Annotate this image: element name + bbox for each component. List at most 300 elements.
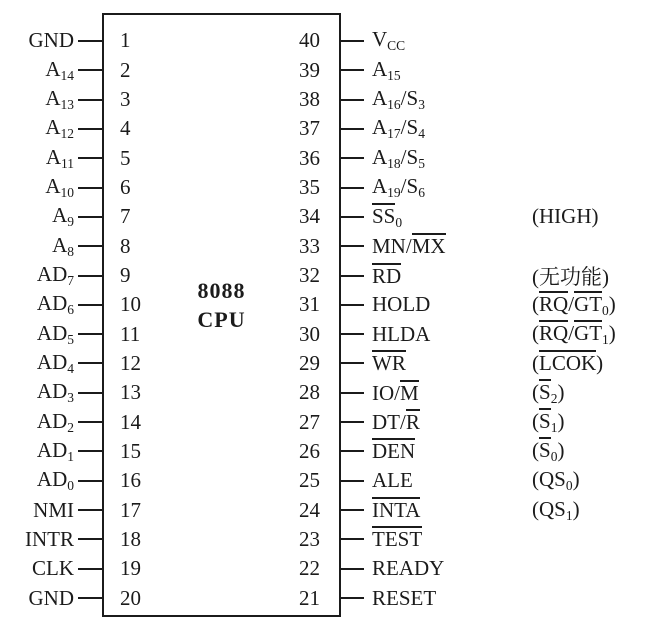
text: HOLD <box>372 292 431 317</box>
pin-left-number <box>102 556 175 581</box>
pin-right-number <box>245 351 320 376</box>
pin-lead-line <box>78 40 102 42</box>
text: GND <box>28 28 74 53</box>
pin-right-label <box>372 203 532 231</box>
pin-left-label <box>0 379 74 406</box>
text: /S <box>400 115 419 140</box>
text: 29 <box>299 350 320 375</box>
pin-left-label <box>0 586 74 611</box>
text: 36 <box>299 145 320 170</box>
pin-lead-line <box>78 597 102 599</box>
pin-right-number <box>245 87 320 112</box>
pin-stub-left <box>74 245 102 247</box>
pin-stub-left <box>74 157 102 159</box>
pin-right-label <box>372 468 532 493</box>
pin-annotation <box>532 350 672 376</box>
pin-right-label <box>372 556 532 581</box>
pin-lead-line <box>341 304 364 306</box>
pin-right-number <box>245 468 320 493</box>
text: 9 <box>120 263 131 288</box>
overlined-text: GT <box>574 291 603 316</box>
pin-stub-right <box>341 128 364 130</box>
pin-left-number <box>102 87 175 112</box>
text: 5 <box>120 145 131 170</box>
pin-left-number <box>102 498 175 523</box>
pin-row <box>0 407 672 436</box>
pin-stub-right <box>341 362 364 364</box>
pin-lead-line <box>341 568 364 570</box>
pin-right-label <box>372 322 532 347</box>
text: (QS <box>532 496 566 521</box>
pin-left-number <box>102 351 175 376</box>
pin-left-number <box>102 28 175 53</box>
text: ( <box>532 409 539 434</box>
pin-stub-left <box>74 99 102 101</box>
pin-lead-line <box>341 69 364 71</box>
text: 12 <box>120 350 141 375</box>
pin-left-label <box>0 350 74 377</box>
pin-stub-left <box>74 69 102 71</box>
pin-left-number <box>102 468 175 493</box>
pin-stub-left <box>74 392 102 394</box>
pin-lead-line <box>341 187 364 189</box>
text: 11 <box>120 321 141 346</box>
overlined-text: LCOK <box>539 351 597 376</box>
pin-row <box>0 495 672 524</box>
text: 18 <box>120 526 141 551</box>
pin-left-number <box>102 527 175 552</box>
subscript-text: 17 <box>387 126 401 142</box>
pin-right-label <box>372 497 532 523</box>
pin-lead-line <box>341 245 364 247</box>
pin-lead-line <box>341 216 364 218</box>
text: ( <box>532 321 539 346</box>
subscript-text: 18 <box>387 155 401 171</box>
pin-stub-right <box>341 275 364 277</box>
text: HLDA <box>372 321 431 346</box>
text: AD <box>36 379 68 404</box>
overlined-text: S <box>539 379 551 404</box>
subscript-text: 14 <box>60 67 74 83</box>
pin-stub-right <box>341 421 364 423</box>
text: ( <box>532 438 539 463</box>
overlined-text: M <box>400 380 419 405</box>
pin-stub-right <box>341 480 364 482</box>
text: ) <box>596 351 604 376</box>
pin-right-label <box>372 526 532 552</box>
text: 34 <box>299 204 320 229</box>
pin-left-label <box>0 86 74 113</box>
text: 30 <box>299 321 320 346</box>
pin-lead-line <box>78 333 102 335</box>
pin-left-label <box>0 556 74 581</box>
text: READY <box>372 556 445 581</box>
text: CLK <box>32 556 74 581</box>
pin-left-label <box>0 291 74 318</box>
text: A <box>45 174 61 199</box>
pin-lead-line <box>78 157 102 159</box>
overlined-text: TEST <box>372 527 423 552</box>
pin-right-number <box>245 527 320 552</box>
pin-stub-left <box>74 187 102 189</box>
text: 39 <box>299 57 320 82</box>
text: 14 <box>120 409 141 434</box>
pin-left-label <box>0 498 74 523</box>
pin-lead-line <box>78 421 102 423</box>
pin-left-number <box>102 439 175 464</box>
pin-row <box>0 554 672 583</box>
text: 3 <box>120 87 131 112</box>
pin-right-label <box>372 409 532 435</box>
chip-model: 8088 <box>197 278 246 303</box>
pin-annotation <box>532 467 672 494</box>
text: GND <box>28 585 74 610</box>
text: /S <box>400 174 419 199</box>
text: A <box>372 144 388 169</box>
pin-left-label <box>0 145 74 172</box>
pin-stub-right <box>341 216 364 218</box>
overlined-text: INTA <box>372 498 421 523</box>
overlined-text: RQ <box>539 291 569 316</box>
pin-right-number <box>245 175 320 200</box>
pin-stub-left <box>74 40 102 42</box>
text: (QS <box>532 467 566 492</box>
subscript-text: 10 <box>60 185 74 201</box>
pin-lead-line <box>341 392 364 394</box>
text: AD <box>36 262 68 287</box>
text: ) <box>557 409 565 434</box>
text: 27 <box>299 409 320 434</box>
subscript-text: 1 <box>602 332 609 348</box>
pin-left-label <box>0 262 74 289</box>
pin-left-number <box>102 322 175 347</box>
pin-lead-line <box>341 275 364 277</box>
overlined-text: SS <box>372 203 396 228</box>
pin-lead-line <box>78 187 102 189</box>
text: IO/ <box>372 380 400 405</box>
subscript-text: 11 <box>61 155 74 171</box>
pin-right-label <box>372 380 532 406</box>
subscript-text: 0 <box>550 449 558 465</box>
pin-left-label <box>0 174 74 201</box>
text: AD <box>36 349 68 374</box>
text: A <box>52 232 68 257</box>
overlined-text: GT <box>574 321 603 346</box>
text: 25 <box>299 468 320 493</box>
text: 4 <box>120 116 131 141</box>
pin-stub-right <box>341 568 364 570</box>
pin-stub-right <box>341 538 364 540</box>
pin-right-number <box>245 146 320 171</box>
pin-lead-line <box>78 128 102 130</box>
pin-lead-line <box>341 509 364 511</box>
text: (无功能) <box>532 264 609 289</box>
pin-annotation <box>532 437 672 465</box>
pin-row <box>0 114 672 143</box>
text: AD <box>36 437 68 462</box>
pin-lead-line <box>341 450 364 452</box>
text: AD <box>36 467 68 492</box>
overlined-text: RQ <box>539 321 569 346</box>
pin-row <box>0 232 672 261</box>
pin-stub-right <box>341 304 364 306</box>
pin-right-number <box>245 58 320 83</box>
subscript-text: 6 <box>418 185 425 201</box>
overlined-text: S <box>539 438 551 463</box>
pin-stub-left <box>74 450 102 452</box>
text: 26 <box>299 438 320 463</box>
subscript-text: 8 <box>67 243 74 259</box>
pin-lead-line <box>341 538 364 540</box>
pin-right-number <box>245 292 320 317</box>
subscript-text: 0 <box>67 478 74 494</box>
text: A <box>372 86 388 111</box>
pin-left-number <box>102 410 175 435</box>
pin-stub-left <box>74 568 102 570</box>
pin-row <box>0 261 672 290</box>
pin-lead-line <box>341 362 364 364</box>
pin-right-label <box>372 27 532 54</box>
pin-right-label <box>372 292 532 317</box>
pin-lead-line <box>341 99 364 101</box>
text: / <box>568 321 575 346</box>
pin-left-label <box>0 438 74 465</box>
text: ) <box>557 438 565 463</box>
pin-right-number <box>245 586 320 611</box>
text: 38 <box>299 87 320 112</box>
text: 19 <box>120 556 141 581</box>
pin-right-number <box>245 322 320 347</box>
text: 23 <box>299 526 320 551</box>
text: A <box>372 115 388 140</box>
pin-right-label <box>372 586 532 611</box>
subscript-text: 4 <box>418 126 425 142</box>
subscript-text: 5 <box>67 331 74 347</box>
pin-right-label <box>372 350 532 376</box>
pin-left-label <box>0 409 74 436</box>
text: 2 <box>120 57 131 82</box>
pin-right-number <box>245 116 320 141</box>
pin-stub-right <box>341 509 364 511</box>
text: A <box>45 144 61 169</box>
pin-right-label <box>372 57 532 84</box>
pin-right-number <box>245 28 320 53</box>
text: 6 <box>120 175 131 200</box>
pin-row <box>0 144 672 173</box>
subscript-text: 0 <box>395 214 403 230</box>
pin-right-number <box>245 410 320 435</box>
pin-left-label <box>0 203 74 230</box>
text: 17 <box>120 497 141 522</box>
pin-lead-line <box>78 509 102 511</box>
text: AD <box>36 408 68 433</box>
pin-row <box>0 583 672 612</box>
pin-stub-right <box>341 99 364 101</box>
pin-left-label <box>0 467 74 494</box>
text: ) <box>608 291 616 316</box>
subscript-text: 2 <box>67 419 74 435</box>
pin-right-label <box>372 233 532 259</box>
pin-left-label <box>0 527 74 552</box>
subscript-text: 6 <box>67 302 74 318</box>
text: V <box>372 27 388 52</box>
pin-stub-left <box>74 509 102 511</box>
text: A <box>45 115 61 140</box>
pin-lead-line <box>78 69 102 71</box>
pin-stub-right <box>341 392 364 394</box>
pin-right-label <box>372 115 532 142</box>
pin-stub-left <box>74 304 102 306</box>
pin-lead-line <box>341 333 364 335</box>
subscript-text: CC <box>387 38 406 54</box>
pin-left-label <box>0 57 74 84</box>
pin-stub-right <box>341 597 364 599</box>
subscript-text: 7 <box>67 273 74 289</box>
overlined-text: DEN <box>372 439 416 464</box>
subscript-text: 12 <box>60 126 74 142</box>
pin-lead-line <box>78 362 102 364</box>
subscript-text: 0 <box>602 302 609 318</box>
text: / <box>568 291 575 316</box>
text: ALE <box>372 468 413 493</box>
subscript-text: 15 <box>387 67 401 83</box>
pin-left-number <box>102 175 175 200</box>
pin-stub-left <box>74 480 102 482</box>
subscript-text: 4 <box>67 360 74 376</box>
text: /S <box>400 144 419 169</box>
pin-left-number <box>102 146 175 171</box>
pin-left-number <box>102 586 175 611</box>
subscript-text: 1 <box>550 420 558 436</box>
pin-left-number <box>102 380 175 405</box>
subscript-text: 2 <box>550 390 558 406</box>
text: 37 <box>299 116 320 141</box>
text: AD <box>36 320 68 345</box>
pin-stub-right <box>341 40 364 42</box>
subscript-text: 3 <box>418 97 425 113</box>
text: 15 <box>120 438 141 463</box>
pin-lead-line <box>78 568 102 570</box>
pin-row <box>0 56 672 85</box>
pin-row <box>0 437 672 466</box>
pin-lead-line <box>78 304 102 306</box>
pin-right-number <box>245 498 320 523</box>
pin-right-number <box>245 556 320 581</box>
pin-stub-left <box>74 275 102 277</box>
subscript-text: 3 <box>67 390 74 406</box>
subscript-text: 1 <box>67 448 74 464</box>
pin-right-number <box>245 263 320 288</box>
pin-stub-right <box>341 69 364 71</box>
text: ) <box>608 321 616 346</box>
pin-annotation <box>532 408 672 436</box>
text: INTR <box>25 526 74 551</box>
text: RESET <box>372 585 437 610</box>
text: 28 <box>299 380 320 405</box>
pin-left-label <box>0 233 74 260</box>
pin-right-number <box>245 234 320 259</box>
pin-lead-line <box>78 450 102 452</box>
text: 8 <box>120 233 131 258</box>
text: 40 <box>299 28 320 53</box>
text: 22 <box>299 556 320 581</box>
subscript-text: 1 <box>565 507 573 523</box>
pin-left-number <box>102 58 175 83</box>
text: 33 <box>299 233 320 258</box>
text: 20 <box>120 585 141 610</box>
text: ( <box>532 291 539 316</box>
pin-right-label <box>372 263 532 289</box>
text: ( <box>532 351 539 376</box>
pin-stub-right <box>341 157 364 159</box>
overlined-text: MX <box>411 234 446 259</box>
pin-annotation <box>532 497 672 524</box>
text: ) <box>572 496 580 521</box>
pin-left-number <box>102 204 175 229</box>
pin-lead-line <box>341 480 364 482</box>
pin-stub-left <box>74 362 102 364</box>
subscript-text: 5 <box>418 155 425 171</box>
text: 1 <box>120 28 131 53</box>
text: ) <box>572 467 580 492</box>
text: 24 <box>299 497 320 522</box>
text: 7 <box>120 204 131 229</box>
pin-annotation <box>532 379 672 407</box>
text: 21 <box>299 585 320 610</box>
pin-left-label <box>0 115 74 142</box>
text: A <box>372 56 388 81</box>
pin-left-number <box>102 234 175 259</box>
pin-left-number <box>102 263 175 288</box>
pin-stub-left <box>74 216 102 218</box>
overlined-text: R <box>405 410 420 435</box>
pin-lead-line <box>78 275 102 277</box>
pin-row <box>0 290 672 319</box>
pin-row <box>0 349 672 378</box>
pin-left-number <box>102 116 175 141</box>
pin-lead-line <box>341 40 364 42</box>
text: 10 <box>120 292 141 317</box>
pin-stub-left <box>74 538 102 540</box>
text: AD <box>36 291 68 316</box>
text: A <box>45 86 61 111</box>
pin-lead-line <box>78 538 102 540</box>
pin-right-label <box>372 438 532 464</box>
text: A <box>45 56 61 81</box>
pin-row <box>0 378 672 407</box>
text: MN/ <box>372 234 412 259</box>
pin-annotation <box>532 204 672 229</box>
pin-row <box>0 85 672 114</box>
pin-stub-left <box>74 333 102 335</box>
text: (HIGH) <box>532 204 599 229</box>
pin-lead-line <box>78 99 102 101</box>
chip-type: CPU <box>197 307 246 332</box>
overlined-text: WR <box>372 351 406 376</box>
pin-annotation <box>532 291 672 319</box>
pin-stub-left <box>74 128 102 130</box>
subscript-text: 9 <box>67 214 74 230</box>
pin-right-number <box>245 439 320 464</box>
pin-row <box>0 173 672 202</box>
pin-stub-right <box>341 245 364 247</box>
overlined-text: S <box>539 409 551 434</box>
pin-stub-right <box>341 187 364 189</box>
pin-right-label <box>372 145 532 172</box>
pin-stub-right <box>341 450 364 452</box>
pin-lead-line <box>78 216 102 218</box>
text: 13 <box>120 380 141 405</box>
